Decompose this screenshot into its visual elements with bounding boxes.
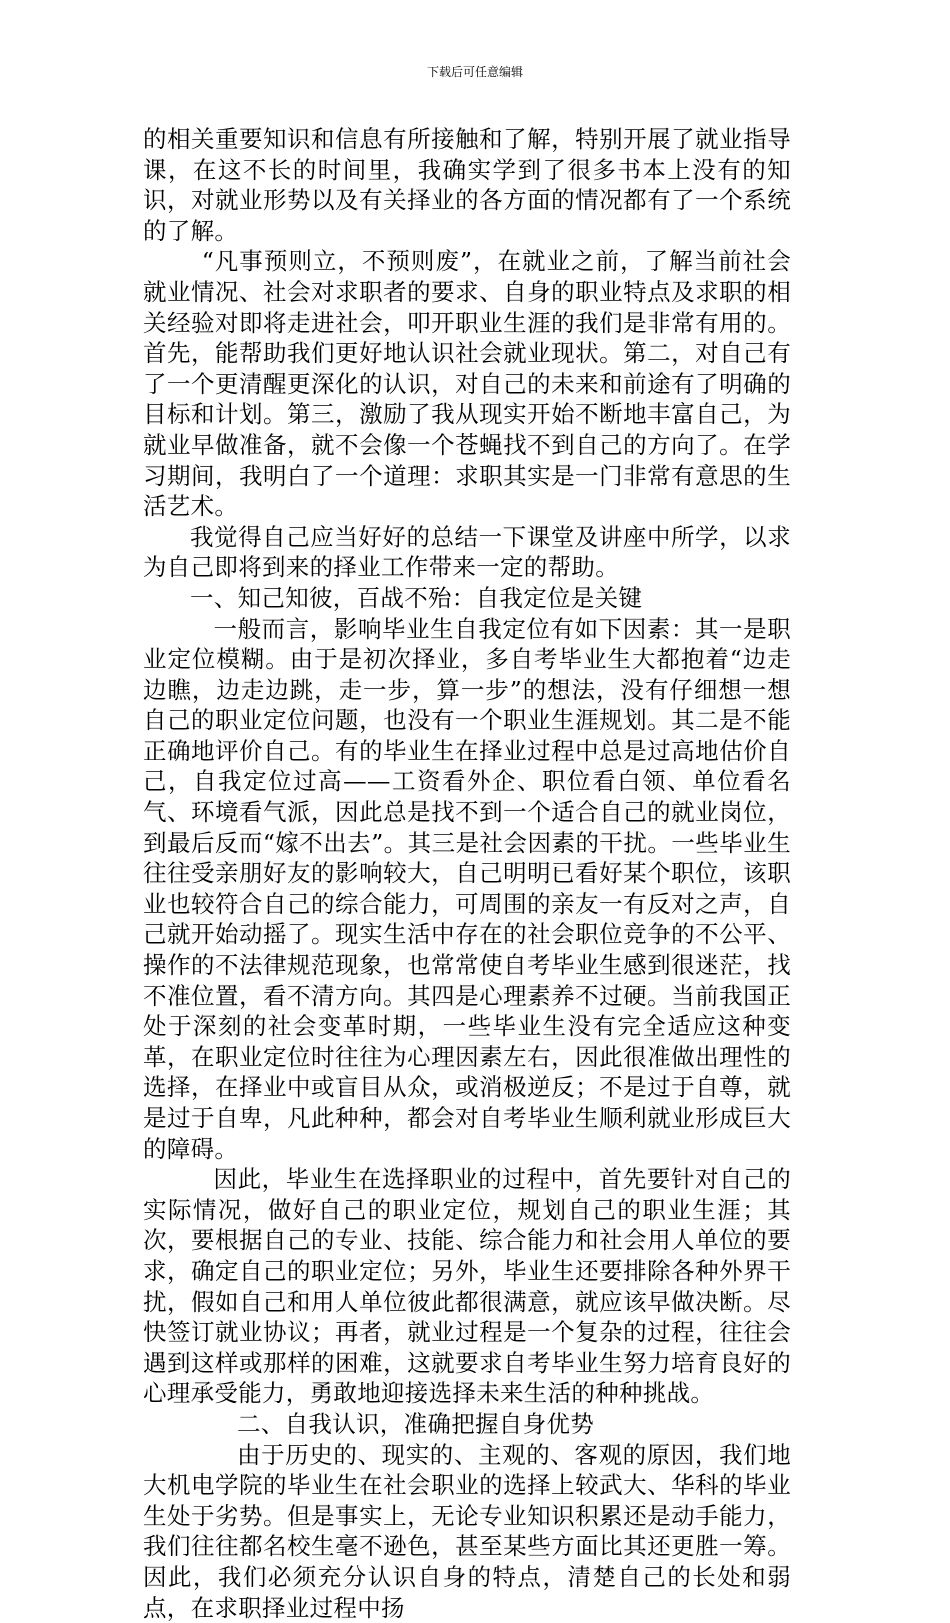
section-heading-1: 一、知己知彼，百战不殆：自我定位是关键 bbox=[190, 583, 643, 612]
paragraph-quote: “凡事预则立，不预则废”，在就业之前，了解当前社会就业情况、社会对求职者的要求、自身的职业特点及求职的相关经验对即将走进社会，叩开职业生涯的我们是非常有用的。首先，能帮助我们更好地认识社会就业现状。第二，对自己有了一个更清醒更深化的认识，对自己的未来和前途有了明确的目标和计划。第三，激励了我从现实开始不断地丰富自己，为就业早做准备，就不会像一个苍蝇找不到自己的方向了。在学习期间，我明白了一个道理：求职其实是一门非常有意思的生活艺术。 bbox=[143, 247, 791, 521]
paragraph-advantages: 由于历史的、现实的、主观的、客观的原因，我们地大机电学院的毕业生在社会职业的选择上较武大、华科的毕业生处于劣势。但是事实上，无论专业知识积累还是动手能力，我们往往都名校生毫不逊色，甚至某些方面比其还更胜一筹。因此，我们必须充分认识自身的特点，清楚自己的长处和弱点，在求职择业过程中扬 bbox=[143, 1440, 791, 1622]
section-heading-2: 二、自我认识，准确把握自身优势 bbox=[237, 1409, 594, 1438]
paragraph-summary: 我觉得自己应当好好的总结一下课堂及讲座中所学，以求为自己即将到来的择业工作带来一定的帮助。 bbox=[143, 522, 791, 582]
paragraph-intro: 的相关重要知识和信息有所接触和了解，特别开展了就业指导课，在这不长的时间里，我确实学到了很多书本上没有的知识，对就业形势以及有关择业的各方面的情况都有了一个系统的了解。 bbox=[143, 125, 791, 245]
paragraph-factors: 一般而言，影响毕业生自我定位有如下因素：其一是职业定位模糊。由于是初次择业，多自考毕业生大都抱着“边走边瞧，边走边跳，走一步，算一步”的想法，没有仔细想一想自己的职业定位问题，也没有一个职业生涯规划。其二是不能正确地评价自己。有的毕业生在择业过程中总是过高地估价自己，自我定位过高——工资看外企、职位看白领、单位看名气、环境看气派，因此总是找不到一个适合自己的就业岗位，到最后反而“嫁不出去”。其三是社会因素的干扰。一些毕业生往往受亲朋好友的影响较大，自己明明已看好某个职位，该职业也较符合自己的综合能力，可周围的亲友一有反对之声，自己就开始动摇了。现实生活中存在的社会职位竞争的不公平、操作的不法律规范现象，也常常使自考毕业生感到很迷茫，找不准位置，看不清方向。其四是心理素养不过硬。当前我国正处于深刻的社会变革时期，一些毕业生没有完全适应这种变革，在职业定位时往往为心理因素左右，因此很准做出理性的选择，在择业中或盲目从众，或消极逆反；不是过于自尊，就是过于自卑，凡此种种，都会对自考毕业生顺利就业形成巨大的障碍。 bbox=[143, 614, 791, 1163]
paragraph-therefore: 因此，毕业生在选择职业的过程中，首先要针对自己的实际情况，做好自己的职业定位，规划自己的职业生涯；其次，要根据自己的专业、技能、综合能力和社会用人单位的要求，确定自己的职业定位；另外，毕业生还要排除各种外界干扰，假如自己和用人单位彼此都很满意，就应该早做决断。尽快签订就业协议；再者，就业过程是一个复杂的过程，往往会遇到这样或那样的困难，这就要求自考毕业生努力培育良好的心理承受能力，勇敢地迎接选择未来生活的种种挑战。 bbox=[143, 1165, 791, 1408]
page-header: 下载后可任意编辑 bbox=[426, 65, 523, 79]
document-body bbox=[143, 124, 791, 1623]
